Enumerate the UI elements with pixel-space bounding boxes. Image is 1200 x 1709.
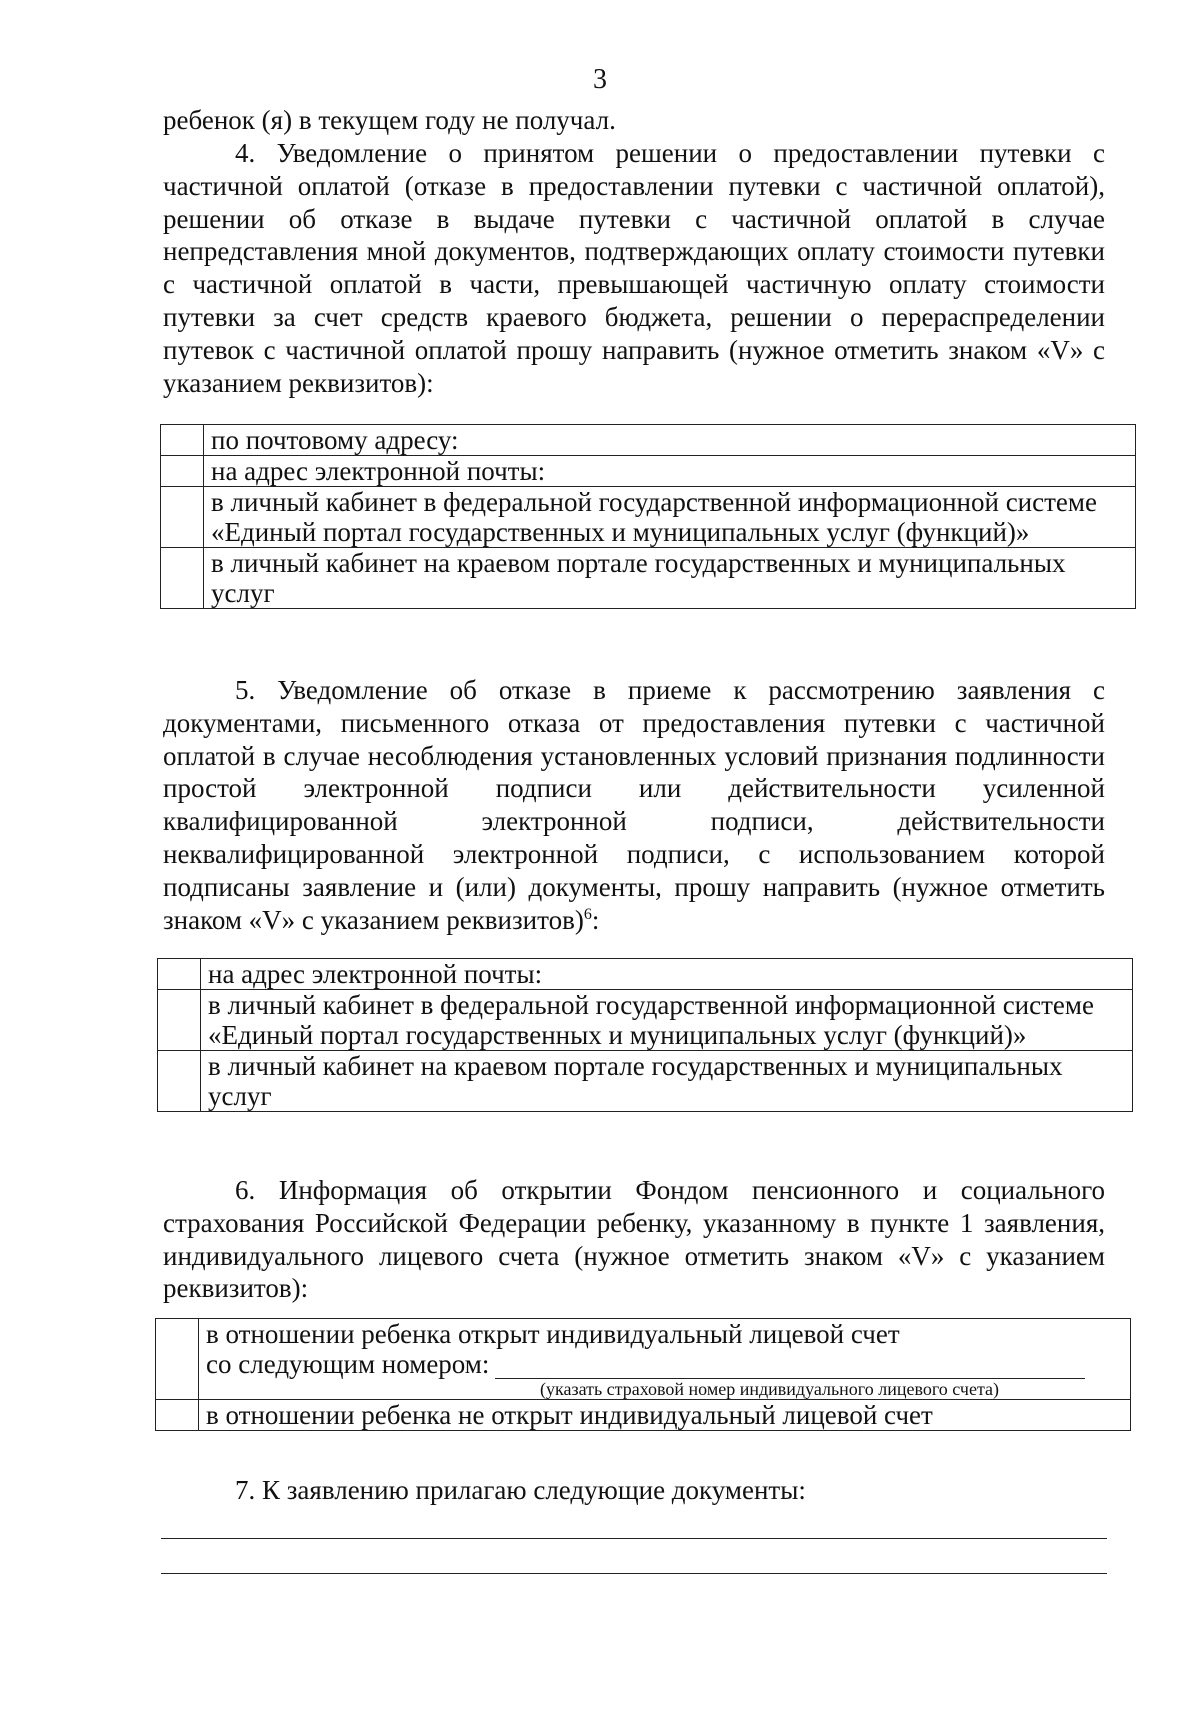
option-row [158, 959, 1133, 990]
option-label: на адрес электронной почты: [201, 959, 1133, 990]
option-label: в отношении ребенка не открыт индивидуальный лицевой счет [199, 1400, 1131, 1431]
section-5-options-table [157, 958, 1133, 1112]
option-label: по почтовому адресу: [204, 425, 1136, 456]
documents-line[interactable] [161, 1538, 1107, 1539]
section-5-end: : [591, 904, 600, 935]
page-number: 3 [593, 64, 607, 95]
option-line-2: со следующим номером: [206, 1349, 490, 1379]
option-row [156, 1319, 1131, 1400]
option-label: в личный кабинет на краевом портале государственных и муниципальных услуг [201, 1051, 1133, 1112]
section-6-options-table [155, 1318, 1131, 1431]
checkbox-cell[interactable] [158, 1051, 201, 1112]
documents-line[interactable] [161, 1573, 1107, 1574]
section-6-text: 6. Информация об открытии Фондом пенсионного и социального страхования Российской Федерации ребенку, указанному в пункте 1 заявления, индивидуального лицевого счета (нужное отметить знаком «V» с указанием реквизитов): [163, 1175, 1105, 1304]
option-label: в личный кабинет в федеральной государственной информационной системе «Единый портал государственных и муниципальных услуг (функций)» [204, 487, 1136, 548]
checkbox-cell[interactable] [161, 548, 204, 609]
snils-hint: (указать страховой номер индивидуального лицевого счета) [540, 1379, 1000, 1399]
checkbox-cell[interactable] [161, 487, 204, 548]
footnote-mark: 6 [583, 905, 592, 923]
option-label: в личный кабинет в федеральной государственной информационной системе «Единый портал государственных и муниципальных услуг (функций)» [201, 990, 1133, 1051]
checkbox-cell[interactable] [156, 1319, 199, 1400]
checkbox-cell[interactable] [158, 959, 201, 990]
option-row [156, 1400, 1131, 1431]
option-row [158, 1051, 1133, 1112]
section-4-options-table [160, 424, 1136, 609]
checkbox-cell[interactable] [158, 990, 201, 1051]
option-line-1: в отношении ребенка открыт индивидуальный лицевой счет [206, 1319, 900, 1349]
intro-line: ребенок (я) в текущем году не получал. [163, 105, 616, 135]
section-4-text: 4. Уведомление о принятом решении о предоставлении путевки с частичной оплатой (отказе в предоставлении путевки с частичной оплатой), решении об отказе в выдаче путевки с частичной оплатой в случае непредставления мной документов, подтверждающих оплату стоимости путевки с частичной оплатой в части, превышающей частичную оплату стоимости путевки за счет средств краевого бюджета, решении о перераспределении путевок с частичной оплатой прошу направить (нужное отметить знаком «V» с указанием реквизитов): [163, 138, 1105, 398]
snils-input-line[interactable] [495, 1352, 1085, 1379]
checkbox-cell[interactable] [161, 425, 204, 456]
checkbox-cell[interactable] [156, 1400, 199, 1431]
section-7-text: 7. К заявлению прилагаю следующие документы: [235, 1475, 806, 1505]
option-row [158, 990, 1133, 1051]
option-label: на адрес электронной почты: [204, 456, 1136, 487]
section-5-body: 5. Уведомление об отказе в приеме к рассмотрению заявления с документами, письменного отказа от предоставления путевки с частичной оплатой в случае несоблюдения установленных условий признания подлинности простой электронной подписи или действительности усиленной квалифицированной электронной подписи, действительности неквалифицированной электронной подписи, с использованием которой подписаны заявление и (или) документы, прошу направить (нужное отметить знаком «V» с указанием реквизитов) [163, 675, 1105, 935]
checkbox-cell[interactable] [161, 456, 204, 487]
option-row [161, 487, 1136, 548]
option-row [161, 456, 1136, 487]
option-label: в личный кабинет на краевом портале государственных и муниципальных услуг [204, 548, 1136, 609]
option-label [199, 1319, 1131, 1400]
section-5-text [163, 674, 1105, 936]
option-row [161, 548, 1136, 609]
option-row [161, 425, 1136, 456]
